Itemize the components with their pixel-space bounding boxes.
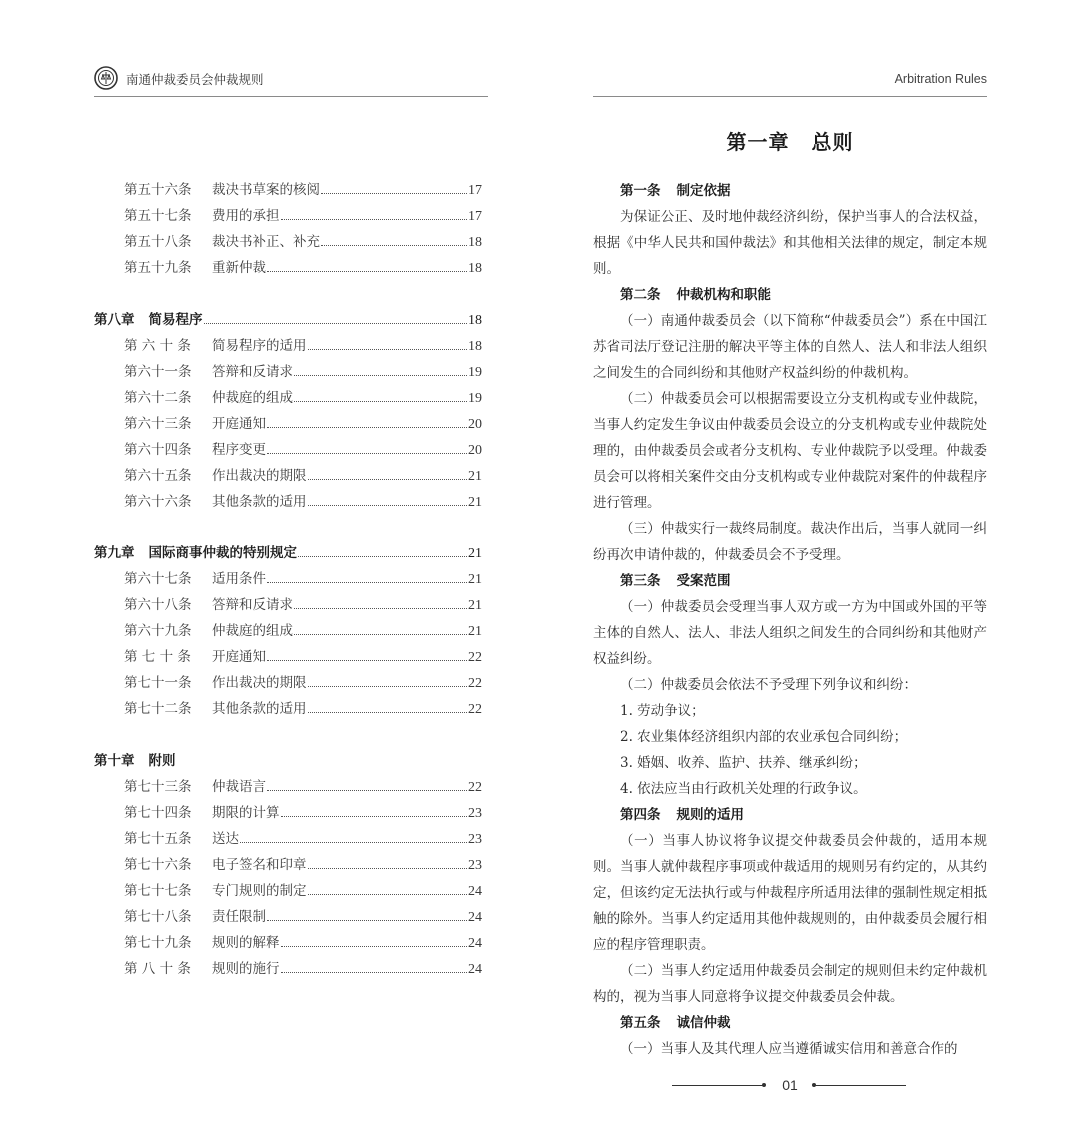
toc-chapter-number: 第十章 <box>94 753 135 769</box>
toc-article-number: 第七十一条 <box>124 675 192 691</box>
toc-article-entry <box>94 775 482 801</box>
toc-article-number: 第六十五条 <box>124 468 192 484</box>
toc-page-number: 18 <box>468 313 482 328</box>
chapter-number: 第一章 <box>726 130 790 154</box>
toc-dot-leader <box>240 842 467 843</box>
toc-entry-title: 作出裁决的期限 <box>212 675 307 691</box>
chapter-title <box>593 126 987 155</box>
toc-article-entry <box>94 957 482 983</box>
toc-entry-title: 期限的计算 <box>212 805 280 821</box>
toc-dot-leader <box>267 920 467 921</box>
footer-rule-right <box>814 1085 906 1086</box>
toc-page-number: 20 <box>468 417 482 432</box>
toc-article-entry <box>94 619 482 645</box>
toc-entry-title: 仲裁庭的组成 <box>212 623 293 639</box>
toc-dot-leader <box>308 349 468 350</box>
article-paragraph: （二）仲裁委员会依法不予受理下列争议和纠纷： <box>620 677 917 693</box>
toc-page-number: 21 <box>468 469 482 484</box>
toc-chapter-entry <box>94 749 482 775</box>
toc-page-number: 18 <box>468 261 482 276</box>
toc-page-number: 22 <box>468 702 482 717</box>
article-paragraph: （三）仲裁实行一裁终局制度。裁决作出后，当事人就同一纠纷再次申请仲裁的，仲裁委员会不予受理。 <box>593 521 987 563</box>
header-english-title: Arbitration Rules <box>894 72 987 86</box>
toc-article-number: 第 七 十 条 <box>124 649 191 665</box>
toc-article-number: 第六十六条 <box>124 494 192 510</box>
toc-article-number: 第五十七条 <box>124 208 192 224</box>
toc-article-entry <box>94 438 482 464</box>
left-page-header <box>94 66 488 97</box>
toc-article-number: 第六十二条 <box>124 390 192 406</box>
toc-dot-leader <box>308 868 468 869</box>
article-paragraph: （一）当事人协议将争议提交仲裁委员会仲裁的，适用本规则。当事人就仲裁程序事项或仲裁适用的规则另有约定的，从其约定，但该约定无法执行或与仲裁程序所适用法律的强制性规定相抵触的除外。当事人约定适用其他仲裁规则的，由仲裁委员会履行相应的程序管理职责。 <box>593 833 987 953</box>
toc-page-number: 24 <box>468 884 482 899</box>
toc-dot-leader <box>204 323 468 324</box>
toc-dot-leader <box>281 946 468 947</box>
toc-article-entry <box>94 931 482 957</box>
header-book-title: 南通仲裁委员会仲裁规则 <box>126 72 264 87</box>
toc-entry-title: 仲裁庭的组成 <box>212 390 293 406</box>
article-heading <box>593 178 987 204</box>
toc-page-number: 22 <box>468 780 482 795</box>
toc-dot-leader <box>267 453 467 454</box>
toc-article-entry <box>94 905 482 931</box>
article-paragraph: 4. 依法应当由行政机关处理的行政争议。 <box>620 781 867 797</box>
toc-article-entry <box>94 230 482 256</box>
toc-article-entry <box>94 827 482 853</box>
article-paragraph: （一）南通仲裁委员会（以下简称“仲裁委员会”）系在中国江苏省司法厅登记注册的解决平等主体的自然人、法人和非法人组织之间发生的合同纠纷和其他财产权益纠纷的仲裁机构。 <box>593 313 987 381</box>
toc-page-number: 19 <box>468 365 482 380</box>
toc-entry-title: 送达 <box>212 831 239 847</box>
toc-article-number: 第五十九条 <box>124 260 192 276</box>
toc-page-number: 24 <box>468 936 482 951</box>
toc-article-entry <box>94 801 482 827</box>
toc-entry-title: 规则的解释 <box>212 935 280 951</box>
toc-entry-title: 其他条款的适用 <box>212 701 307 717</box>
article-title: 诚信仲裁 <box>676 1015 731 1031</box>
toc-dot-leader <box>267 427 467 428</box>
toc-article-number: 第七十八条 <box>124 909 192 925</box>
toc-dot-leader <box>267 271 467 272</box>
toc-entry-title: 裁决书补正、补充 <box>212 234 320 250</box>
toc-entry-title: 国际商事仲裁的特别规定 <box>148 545 297 561</box>
toc-page-number: 23 <box>468 832 482 847</box>
toc-article-entry <box>94 567 482 593</box>
article-paragraph: （二）仲裁委员会可以根据需要设立分支机构或专业仲裁院，当事人约定发生争议由仲裁委员会设立的分支机构或专业仲裁院处理的，由仲裁委员会或者分支机构、专业仲裁院予以受理。仲裁委员会可以将相关案件交由分支机构或专业仲裁院对案件的仲裁程序进行管理。 <box>593 391 987 511</box>
toc-article-number: 第七十五条 <box>124 831 192 847</box>
toc-article-entry <box>94 853 482 879</box>
toc-entry-title: 重新仲裁 <box>212 260 266 276</box>
article-heading <box>593 802 987 828</box>
toc-page-number: 18 <box>468 235 482 250</box>
toc-entry-title: 附则 <box>148 753 176 769</box>
toc-article-number: 第六十九条 <box>124 623 192 639</box>
toc-dot-leader <box>294 634 467 635</box>
article-number: 第三条 <box>620 573 661 589</box>
toc-article-number: 第七十二条 <box>124 701 192 717</box>
toc-article-entry <box>94 386 482 412</box>
toc-dot-leader <box>294 608 467 609</box>
toc-page-number: 21 <box>468 572 482 587</box>
article-heading <box>593 568 987 594</box>
toc-article-entry <box>94 490 482 516</box>
toc-dot-leader <box>298 556 467 557</box>
article-paragraph: （一）仲裁委员会受理当事人双方或一方为中国或外国的平等主体的自然人、法人、非法人组织之间发生的合同纠纷和其他财产权益纠纷。 <box>593 599 987 667</box>
toc-article-number: 第六十三条 <box>124 416 192 432</box>
toc-chapter-number: 第九章 <box>94 545 135 561</box>
article-paragraph: （一）当事人及其代理人应当遵循诚实信用和善意合作的 <box>620 1041 958 1057</box>
toc-page-number: 20 <box>468 443 482 458</box>
toc-article-number: 第六十四条 <box>124 442 192 458</box>
toc-entry-title: 简易程序 <box>148 312 203 328</box>
toc-dot-leader <box>294 401 467 402</box>
toc-entry-title: 作出裁决的期限 <box>212 468 307 484</box>
toc-page-number: 19 <box>468 391 482 406</box>
toc-article-number: 第七十九条 <box>124 935 192 951</box>
toc-article-entry <box>94 204 482 230</box>
toc-dot-leader <box>267 660 467 661</box>
toc-article-number: 第七十七条 <box>124 883 192 899</box>
toc-page-number: 22 <box>468 650 482 665</box>
footer-dot-left <box>762 1083 766 1087</box>
toc-article-entry <box>94 671 482 697</box>
toc-dot-leader <box>267 582 467 583</box>
toc-dot-leader <box>281 972 468 973</box>
article-heading <box>593 1010 987 1036</box>
article-number: 第一条 <box>620 183 661 199</box>
article-title: 制定依据 <box>676 183 731 199</box>
article-paragraph: 3. 婚姻、收养、监护、扶养、继承纠纷； <box>620 755 867 771</box>
footer-rule-left <box>672 1085 764 1086</box>
toc-page-number: 24 <box>468 910 482 925</box>
toc-article-number: 第 八 十 条 <box>124 961 191 977</box>
toc-article-number: 第 六 十 条 <box>124 338 191 354</box>
toc-page-number: 23 <box>468 806 482 821</box>
toc-page-number: 17 <box>468 183 482 198</box>
right-page-header <box>593 66 987 97</box>
page-number: 01 <box>782 1077 798 1093</box>
toc-article-number: 第六十八条 <box>124 597 192 613</box>
toc-dot-leader <box>308 505 468 506</box>
toc-entry-title: 答辩和反请求 <box>212 597 293 613</box>
toc-entry-title: 裁决书草案的核阅 <box>212 182 320 198</box>
toc-page-number: 17 <box>468 209 482 224</box>
toc-dot-leader <box>308 894 468 895</box>
toc-entry-title: 适用条件 <box>212 571 266 587</box>
toc-entry-title: 电子签名和印章 <box>212 857 307 873</box>
toc-article-number: 第六十七条 <box>124 571 192 587</box>
toc-article-number: 第七十三条 <box>124 779 192 795</box>
toc-entry-title: 答辩和反请求 <box>212 364 293 380</box>
toc-entry-title: 专门规则的制定 <box>212 883 307 899</box>
toc-chapter-number: 第八章 <box>94 312 135 328</box>
toc-dot-leader <box>267 790 467 791</box>
toc-article-entry <box>94 879 482 905</box>
chapter-name: 总则 <box>811 130 854 154</box>
toc-dot-leader <box>281 219 468 220</box>
article-number: 第五条 <box>620 1015 661 1031</box>
toc-page-number: 23 <box>468 858 482 873</box>
toc-entry-title: 仲裁语言 <box>212 779 266 795</box>
toc-entry-title: 费用的承担 <box>212 208 280 224</box>
toc-article-entry <box>94 360 482 386</box>
toc-dot-leader <box>294 375 467 376</box>
toc-dot-leader <box>321 245 467 246</box>
toc-page-number: 21 <box>468 546 482 561</box>
article-paragraph: 2. 农业集体经济组织内部的农业承包合同纠纷； <box>620 729 908 745</box>
toc-dot-leader <box>281 816 468 817</box>
article-title: 仲裁机构和职能 <box>676 287 771 303</box>
toc-page-number: 21 <box>468 598 482 613</box>
toc-article-number: 第五十六条 <box>124 182 192 198</box>
toc-entry-title: 简易程序的适用 <box>212 338 307 354</box>
toc-page-number: 21 <box>468 624 482 639</box>
toc-article-entry <box>94 256 482 282</box>
toc-chapter-entry <box>94 541 482 567</box>
toc-entry-title: 开庭通知 <box>212 416 266 432</box>
article-paragraph: 为保证公正、及时地仲裁经济纠纷，保护当事人的合法权益，根据《中华人民共和国仲裁法》和其他相关法律的规定，制定本规则。 <box>593 209 987 277</box>
toc-dot-leader <box>308 712 468 713</box>
toc-article-entry <box>94 593 482 619</box>
toc-dot-leader <box>308 479 468 480</box>
toc-entry-title: 程序变更 <box>212 442 266 458</box>
toc-entry-title: 开庭通知 <box>212 649 266 665</box>
toc-entry-title: 其他条款的适用 <box>212 494 307 510</box>
toc-page-number: 21 <box>468 495 482 510</box>
article-body <box>593 178 987 1062</box>
toc-dot-leader <box>321 193 467 194</box>
toc-page-number: 18 <box>468 339 482 354</box>
toc-article-entry <box>94 178 482 204</box>
toc-article-number: 第五十八条 <box>124 234 192 250</box>
toc-article-number: 第六十一条 <box>124 364 192 380</box>
article-title: 规则的适用 <box>676 807 744 823</box>
toc-page-number: 24 <box>468 962 482 977</box>
article-heading <box>593 282 987 308</box>
toc-article-entry <box>94 697 482 723</box>
toc-article-number: 第七十四条 <box>124 805 192 821</box>
toc-article-number: 第七十六条 <box>124 857 192 873</box>
toc-entry-title: 责任限制 <box>212 909 266 925</box>
article-paragraph: 1. 劳动争议； <box>620 703 705 719</box>
toc-dot-leader <box>308 686 468 687</box>
toc-article-entry <box>94 464 482 490</box>
toc-article-entry <box>94 412 482 438</box>
article-number: 第二条 <box>620 287 661 303</box>
toc-article-entry <box>94 334 482 360</box>
commission-logo-icon <box>94 66 118 90</box>
article-paragraph: （二）当事人约定适用仲裁委员会制定的规则但未约定仲裁机构的，视为当事人同意将争议提交仲裁委员会仲裁。 <box>593 963 987 1005</box>
article-title: 受案范围 <box>676 573 731 589</box>
toc-article-entry <box>94 645 482 671</box>
article-number: 第四条 <box>620 807 661 823</box>
toc-page-number: 22 <box>468 676 482 691</box>
toc-chapter-entry <box>94 308 482 334</box>
toc-entry-title: 规则的施行 <box>212 961 280 977</box>
